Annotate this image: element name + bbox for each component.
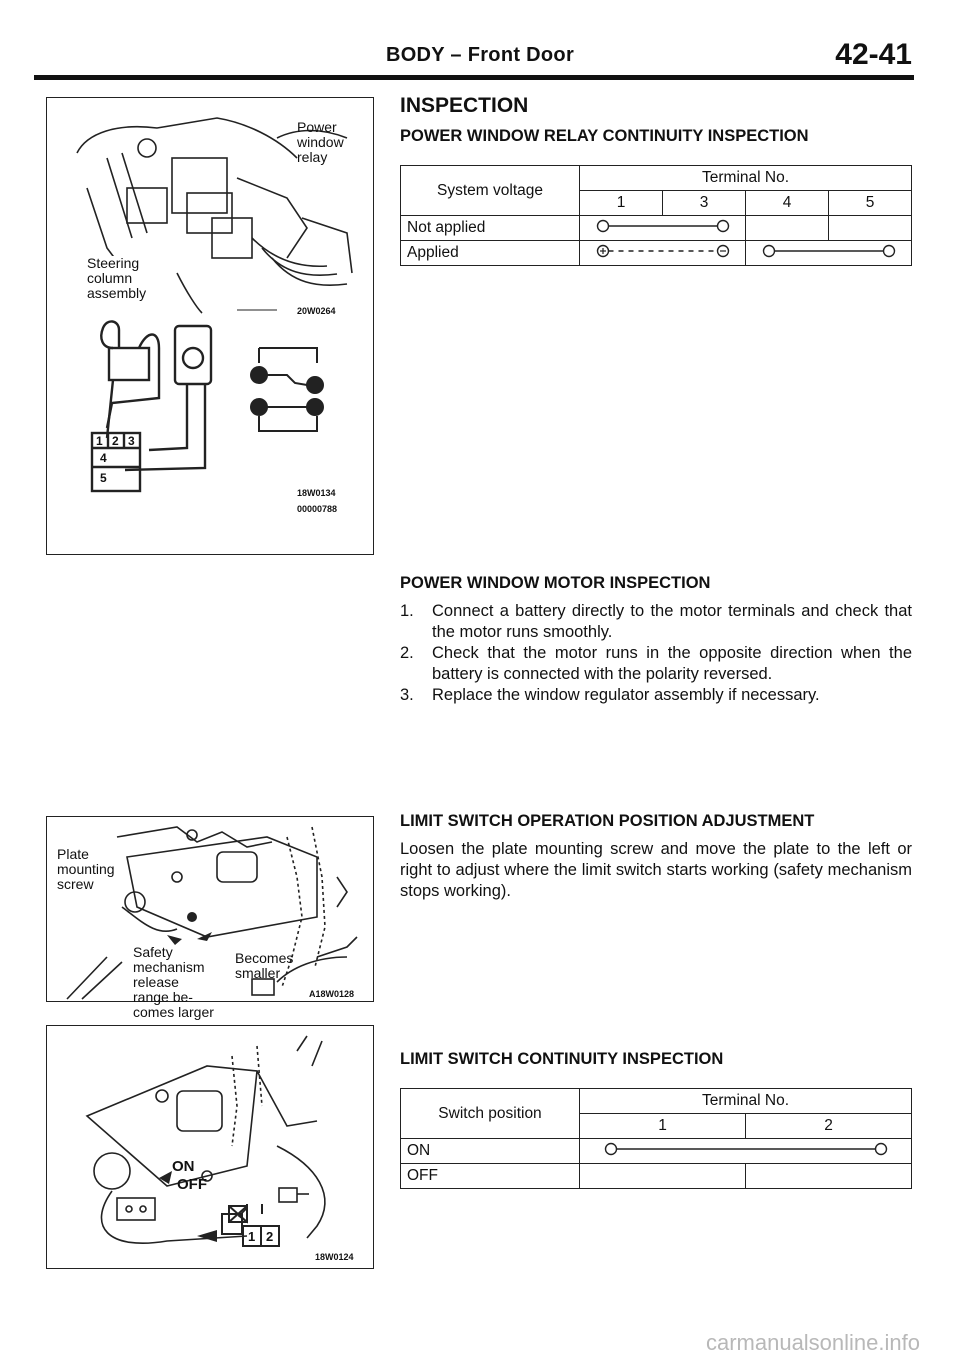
relay-figure	[46, 97, 374, 555]
list-item	[400, 685, 912, 706]
table-row-label: OFF	[401, 1164, 580, 1189]
power-supply-line-1-3	[593, 244, 733, 258]
relay-terminal-3: 3	[128, 434, 135, 448]
empty-cell	[746, 216, 829, 241]
switch-terminal-2: 2	[266, 1229, 274, 1244]
step-number: 2.	[400, 644, 414, 662]
limit-adjust-body: Loosen the plate mounting screw and move the plate to the left or right to adjust where the limit switch starts working (safety mechanism stops working).	[400, 840, 912, 900]
table-row	[401, 1139, 912, 1164]
figure-code-a18w0128: A18W0128	[309, 989, 355, 999]
switch-off-label: OFF	[177, 1176, 207, 1193]
table-row-label: ON	[401, 1139, 580, 1164]
figure-code-18w0124: 18W0124	[315, 1252, 354, 1262]
limit-continuity-table	[400, 1088, 912, 1189]
relay-terminal-4: 4	[100, 451, 107, 465]
header-rule	[34, 75, 914, 80]
plate-mounting-screw-label: Plate mounting screw	[57, 846, 115, 892]
table-row-header: System voltage	[401, 166, 580, 216]
motor-inspection-steps	[400, 601, 912, 706]
table-col-header: 1	[580, 1114, 746, 1139]
plate-figure	[46, 816, 374, 1020]
inspection-heading: INSPECTION	[400, 94, 529, 117]
table-group-header: Terminal No.	[580, 166, 912, 191]
page-number: 42-41	[835, 38, 912, 71]
continuity-cell	[580, 216, 746, 241]
table-row-label: Applied	[401, 241, 580, 266]
power-window-relay-label: Power window relay	[297, 119, 344, 165]
relay-terminal-5: 5	[100, 471, 107, 485]
table-row	[401, 1164, 912, 1189]
relay-continuity-table	[400, 165, 912, 266]
safety-mechanism-label: Safety mechanism release range be- comes larger	[133, 944, 214, 1020]
table-row-label: Not applied	[401, 216, 580, 241]
steering-column-label: Steering column assembly	[87, 255, 147, 301]
continuity-line-4-5	[759, 244, 899, 258]
table-row	[401, 241, 912, 266]
figure-code-18w0134: 18W0134	[297, 488, 336, 498]
continuity-cell	[580, 1139, 912, 1164]
step-text: Connect a battery directly to the motor terminals and check that the motor runs smoothly.	[432, 602, 912, 641]
watermark: carmanualsonline.info	[705, 1330, 920, 1355]
limit-continuity-title: LIMIT SWITCH CONTINUITY INSPECTION	[400, 1050, 724, 1068]
table-col-header: 1	[580, 191, 663, 216]
switch-on-label: ON	[172, 1158, 195, 1175]
empty-cell	[746, 1164, 912, 1189]
limit-switch-illustration	[47, 1026, 373, 1268]
table-group-header: Terminal No.	[580, 1089, 912, 1114]
empty-cell	[829, 216, 912, 241]
table-row	[401, 216, 912, 241]
relay-terminal-2: 2	[112, 434, 119, 448]
table-col-header: 5	[829, 191, 912, 216]
motor-inspection-title: POWER WINDOW MOTOR INSPECTION	[400, 574, 711, 592]
step-number: 3.	[400, 686, 414, 704]
step-number: 1.	[400, 602, 414, 620]
step-text: Check that the motor runs in the opposite direction when the battery is connected with the polarity reversed.	[432, 644, 912, 683]
limit-switch-figure	[46, 1025, 374, 1269]
becomes-smaller-label: Becomes smaller	[235, 950, 294, 981]
page-header-title: BODY – Front Door	[385, 44, 575, 66]
table-col-header: 3	[663, 191, 746, 216]
continuity-line-1-2	[601, 1142, 891, 1156]
figure-code-20w0264: 20W0264	[297, 306, 336, 316]
table-row-header: Switch position	[401, 1089, 580, 1139]
continuity-cell	[580, 241, 746, 266]
empty-cell	[580, 1164, 746, 1189]
step-text: Replace the window regulator assembly if necessary.	[432, 686, 820, 704]
figure-code-00000788: 00000788	[297, 504, 338, 514]
list-item	[400, 643, 912, 685]
continuity-line-1-3	[593, 219, 733, 233]
relay-continuity-title: POWER WINDOW RELAY CONTINUITY INSPECTION	[400, 127, 809, 145]
limit-adjust-title: LIMIT SWITCH OPERATION POSITION ADJUSTMENT	[400, 812, 815, 830]
continuity-cell	[746, 241, 912, 266]
relay-terminal-1: 1	[96, 434, 103, 448]
list-item	[400, 601, 912, 643]
switch-terminal-1: 1	[248, 1229, 256, 1244]
relay-illustration	[47, 98, 373, 554]
table-col-header: 4	[746, 191, 829, 216]
table-col-header: 2	[746, 1114, 912, 1139]
